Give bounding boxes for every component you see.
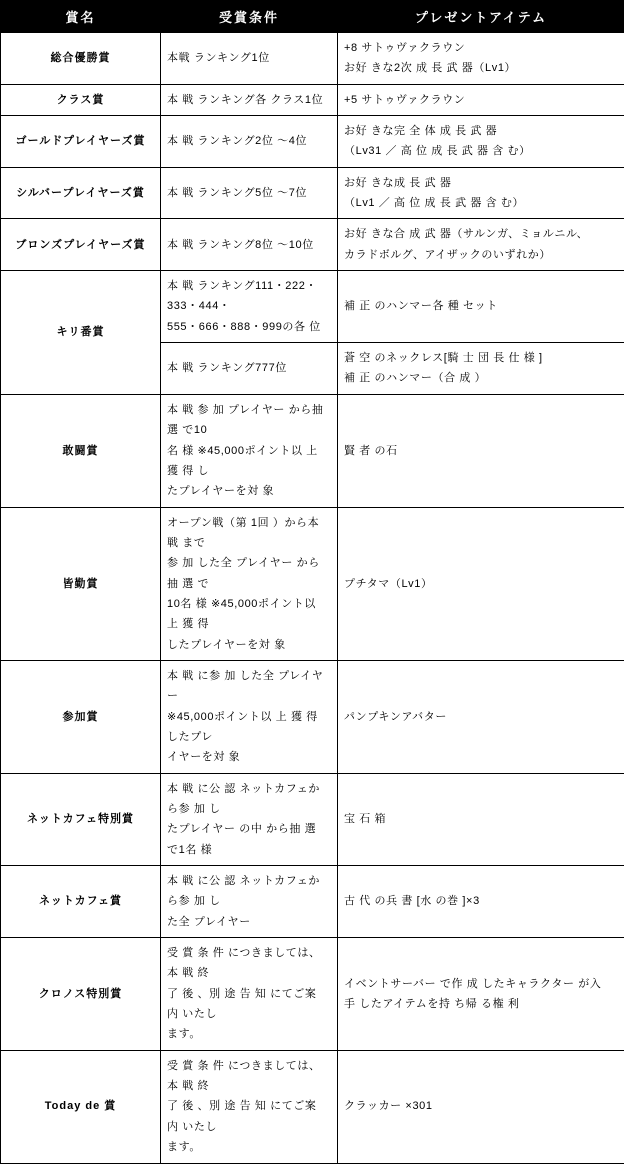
table-row	[1, 394, 624, 507]
text-line: 受 賞 条 件 につきましては、本 戦 終	[167, 1056, 331, 1097]
prize-name-cell: 総合優勝賞	[1, 33, 161, 85]
text-line: お好 きな2次 成 長 武 器（Lv1）	[344, 58, 618, 78]
condition-cell	[161, 116, 338, 168]
text-line: イベントサーバー で作 成 したキャラクター が入	[344, 974, 618, 994]
text-line: 本 戦 参 加 プレイヤー から抽 選 で10	[167, 400, 331, 441]
item-cell	[338, 773, 624, 865]
text-line: た全 プレイヤー	[167, 912, 331, 932]
table-row	[1, 773, 624, 865]
prize-name-cell: クラス賞	[1, 84, 161, 115]
text-line: 了 後 、別 途 告 知 にてご案 内 いたし	[167, 1096, 331, 1137]
text-line: 本 戦 ランキング8位 ～10位	[167, 235, 331, 255]
text-line: たプレイヤーを対 象	[167, 481, 331, 501]
table-row	[1, 219, 624, 271]
text-line: 古 代 の兵 書 [水 の巻 ]×3	[344, 891, 618, 911]
table-row	[1, 507, 624, 660]
prize-name-cell: 参加賞	[1, 660, 161, 773]
table-row	[1, 660, 624, 773]
condition-cell	[161, 271, 338, 343]
text-line: 蒼 空 のネックレス[騎 士 団 長 仕 様 ]	[344, 348, 618, 368]
prize-name-cell: ネットカフェ賞	[1, 866, 161, 938]
item-cell	[338, 938, 624, 1051]
condition-cell	[161, 866, 338, 938]
text-line: 本戦 ランキング1位	[167, 48, 331, 68]
text-line: （Lv31 ／ 高 位 成 長 武 器 含 む）	[344, 141, 618, 161]
table-row	[1, 1050, 624, 1163]
text-line: カラドボルグ、アイザックのいずれか）	[344, 245, 618, 265]
condition-cell	[161, 507, 338, 660]
prize-name-cell: ブロンズプレイヤーズ賞	[1, 219, 161, 271]
item-cell	[338, 167, 624, 219]
prize-name-cell: ネットカフェ特別賞	[1, 773, 161, 865]
text-line: ※45,000ポイント以 上 獲 得 したプレ	[167, 707, 331, 748]
condition-cell	[161, 219, 338, 271]
prize-name-cell: Today de 賞	[1, 1050, 161, 1163]
item-cell	[338, 1050, 624, 1163]
table-row	[1, 84, 624, 115]
text-line: 10名 様 ※45,000ポイント以 上 獲 得	[167, 594, 331, 635]
column-header-item: プレゼントアイテム	[338, 1, 624, 33]
text-line: お好 きな完 全 体 成 長 武 器	[344, 121, 618, 141]
condition-cell	[161, 33, 338, 85]
condition-cell	[161, 343, 338, 395]
prize-name-cell: シルバープレイヤーズ賞	[1, 167, 161, 219]
table-row	[1, 116, 624, 168]
text-line: 了 後 、別 途 告 知 にてご案 内 いたし	[167, 984, 331, 1025]
table-header-row	[1, 1, 624, 33]
text-line: 賢 者 の石	[344, 441, 618, 461]
item-cell	[338, 343, 624, 395]
condition-cell	[161, 1050, 338, 1163]
text-line: 手 したアイテムを持 ち帰 る権 利	[344, 994, 618, 1014]
table-row	[1, 271, 624, 343]
table-row	[1, 938, 624, 1051]
item-cell	[338, 507, 624, 660]
text-line: イヤーを対 象	[167, 747, 331, 767]
text-line: +5 サトゥヴァクラウン	[344, 90, 618, 110]
condition-cell	[161, 938, 338, 1051]
item-cell	[338, 219, 624, 271]
text-line: クラッカー ×301	[344, 1096, 618, 1116]
condition-cell	[161, 773, 338, 865]
item-cell	[338, 394, 624, 507]
text-line: 本 戦 ランキング2位 ～4位	[167, 131, 331, 151]
condition-cell	[161, 84, 338, 115]
text-line: 本 戦 に公 認 ネットカフェから参 加 し	[167, 871, 331, 912]
table-row	[1, 167, 624, 219]
text-line: 本 戦 ランキング111・222・333・444・	[167, 276, 331, 317]
table-row	[1, 866, 624, 938]
column-header-prize-name: 賞名	[1, 1, 161, 33]
text-line: お好 きな成 長 武 器	[344, 173, 618, 193]
condition-cell	[161, 660, 338, 773]
item-cell	[338, 116, 624, 168]
text-line: ます。	[167, 1137, 331, 1157]
text-line: 本 戦 に参 加 した全 プレイヤー	[167, 666, 331, 707]
text-line: 本 戦 ランキング5位 ～7位	[167, 183, 331, 203]
text-line: ます。	[167, 1024, 331, 1044]
table-body	[1, 33, 624, 1164]
column-header-condition: 受賞条件	[161, 1, 338, 33]
text-line: 名 様 ※45,000ポイント以 上 獲 得 し	[167, 441, 331, 482]
text-line: 本 戦 に公 認 ネットカフェから参 加 し	[167, 779, 331, 820]
text-line: したプレイヤーを対 象	[167, 635, 331, 655]
text-line: 555・666・888・999の各 位	[167, 317, 331, 337]
table-header	[1, 1, 624, 33]
text-line: プチタマ（Lv1）	[344, 574, 618, 594]
text-line: オープン戦（第 1回 ）から本 戦 まで	[167, 513, 331, 554]
text-line: お好 きな合 成 武 器（サルンガ、ミョルニル、	[344, 224, 618, 244]
prize-name-cell: クロノス特別賞	[1, 938, 161, 1051]
item-cell	[338, 33, 624, 85]
item-cell	[338, 660, 624, 773]
text-line: 参 加 した全 プレイヤー から抽 選 で	[167, 553, 331, 594]
table-row	[1, 33, 624, 85]
prize-name-cell: 皆勤賞	[1, 507, 161, 660]
condition-cell	[161, 167, 338, 219]
item-cell	[338, 271, 624, 343]
text-line: たプレイヤー の中 から抽 選 で1名 様	[167, 819, 331, 860]
prize-name-cell: 敢闘賞	[1, 394, 161, 507]
item-cell	[338, 84, 624, 115]
condition-cell	[161, 394, 338, 507]
text-line: 補 正 のハンマー各 種 セット	[344, 296, 618, 316]
text-line: 補 正 のハンマー（合 成 ）	[344, 368, 618, 388]
item-cell	[338, 866, 624, 938]
prize-name-cell: ゴールドプレイヤーズ賞	[1, 116, 161, 168]
text-line: パンプキンアバター	[344, 707, 618, 727]
text-line: 本 戦 ランキング各 クラス1位	[167, 90, 331, 110]
text-line: 受 賞 条 件 につきましては、本 戦 終	[167, 943, 331, 984]
text-line: 本 戦 ランキング777位	[167, 358, 331, 378]
text-line: +8 サトゥヴァクラウン	[344, 38, 618, 58]
text-line: 宝 石 箱	[344, 809, 618, 829]
text-line: （Lv1 ／ 高 位 成 長 武 器 含 む）	[344, 193, 618, 213]
prize-name-cell: キリ番賞	[1, 271, 161, 395]
